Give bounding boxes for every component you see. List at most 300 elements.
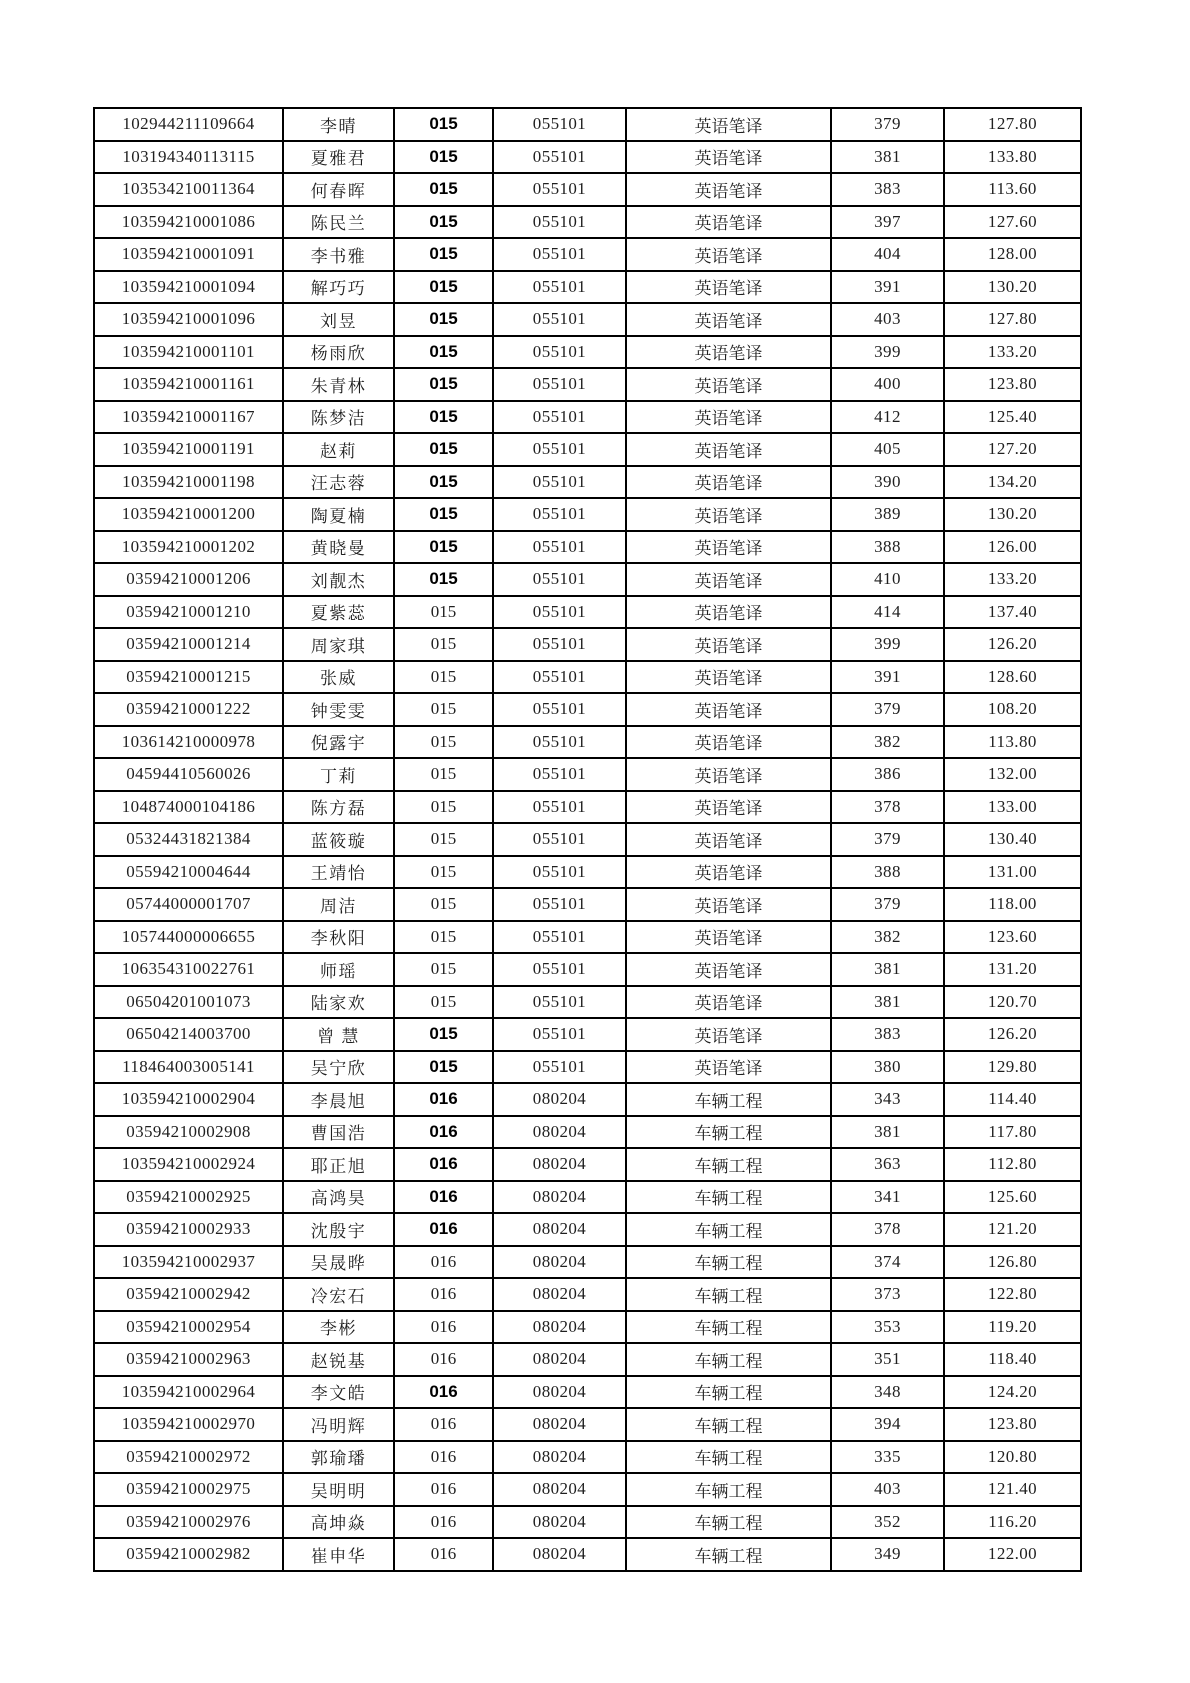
major-code-cell: 080204 [493, 1148, 626, 1181]
dept-code-cell: 015 [394, 531, 493, 564]
table-row [94, 1538, 1081, 1571]
candidate-name-cell: 黄晓曼 [283, 531, 394, 564]
total-score-cell: 386 [831, 758, 944, 791]
subject-score-cell: 122.00 [944, 1538, 1081, 1571]
table-row [94, 1051, 1081, 1084]
subject-score-cell: 126.80 [944, 1246, 1081, 1279]
major-name-cell: 英语笔译 [626, 368, 831, 401]
major-code-cell: 080204 [493, 1181, 626, 1214]
major-code-cell: 055101 [493, 823, 626, 856]
dept-code-cell: 015 [394, 206, 493, 239]
candidate-name-cell: 夏紫蕊 [283, 596, 394, 629]
major-code-cell: 055101 [493, 368, 626, 401]
subject-score-cell: 113.60 [944, 173, 1081, 206]
major-code-cell: 055101 [493, 563, 626, 596]
subject-score-cell: 118.00 [944, 888, 1081, 921]
table-row [94, 986, 1081, 1019]
candidate-name-cell: 郭瑜璠 [283, 1441, 394, 1474]
subject-score-cell: 118.40 [944, 1343, 1081, 1376]
major-name-cell: 英语笔译 [626, 823, 831, 856]
subject-score-cell: 137.40 [944, 596, 1081, 629]
table-row [94, 531, 1081, 564]
total-score-cell: 382 [831, 921, 944, 954]
table-row [94, 856, 1081, 889]
total-score-cell: 381 [831, 953, 944, 986]
candidate-id-cell: 103594210001091 [94, 238, 283, 271]
major-code-cell: 080204 [493, 1213, 626, 1246]
candidate-name-cell: 师瑶 [283, 953, 394, 986]
major-code-cell: 055101 [493, 726, 626, 759]
table-row [94, 1441, 1081, 1474]
total-score-cell: 374 [831, 1246, 944, 1279]
table-row [94, 1213, 1081, 1246]
candidate-name-cell: 冷宏石 [283, 1278, 394, 1311]
total-score-cell: 348 [831, 1376, 944, 1409]
table-row [94, 628, 1081, 661]
table-row [94, 888, 1081, 921]
dept-code-cell: 015 [394, 921, 493, 954]
candidate-name-cell: 刘靓杰 [283, 563, 394, 596]
dept-code-cell: 016 [394, 1343, 493, 1376]
candidate-id-cell: 103594210002970 [94, 1408, 283, 1441]
candidate-id-cell: 103594210002937 [94, 1246, 283, 1279]
major-code-cell: 055101 [493, 206, 626, 239]
major-name-cell: 英语笔译 [626, 953, 831, 986]
candidate-name-cell: 钟雯雯 [283, 693, 394, 726]
major-name-cell: 英语笔译 [626, 401, 831, 434]
total-score-cell: 363 [831, 1148, 944, 1181]
table-row [94, 401, 1081, 434]
candidate-id-cell: 03594210002925 [94, 1181, 283, 1214]
major-name-cell: 英语笔译 [626, 596, 831, 629]
candidate-name-cell: 陶夏楠 [283, 498, 394, 531]
major-name-cell: 英语笔译 [626, 856, 831, 889]
candidate-id-cell: 105744000006655 [94, 921, 283, 954]
subject-score-cell: 134.20 [944, 466, 1081, 499]
major-name-cell: 英语笔译 [626, 173, 831, 206]
subject-score-cell: 127.60 [944, 206, 1081, 239]
subject-score-cell: 119.20 [944, 1311, 1081, 1344]
table-row [94, 141, 1081, 174]
candidate-id-cell: 06504201001073 [94, 986, 283, 1019]
total-score-cell: 351 [831, 1343, 944, 1376]
dept-code-cell: 016 [394, 1246, 493, 1279]
table-row [94, 726, 1081, 759]
major-name-cell: 车辆工程 [626, 1538, 831, 1571]
total-score-cell: 388 [831, 856, 944, 889]
dept-code-cell: 015 [394, 141, 493, 174]
table-row [94, 433, 1081, 466]
subject-score-cell: 129.80 [944, 1051, 1081, 1084]
major-code-cell: 055101 [493, 108, 626, 141]
subject-score-cell: 127.80 [944, 108, 1081, 141]
subject-score-cell: 125.40 [944, 401, 1081, 434]
major-code-cell: 055101 [493, 141, 626, 174]
table-row [94, 1116, 1081, 1149]
major-code-cell: 055101 [493, 1018, 626, 1051]
major-code-cell: 055101 [493, 303, 626, 336]
subject-score-cell: 116.20 [944, 1506, 1081, 1539]
total-score-cell: 378 [831, 1213, 944, 1246]
dept-code-cell: 016 [394, 1213, 493, 1246]
table-row [94, 921, 1081, 954]
subject-score-cell: 131.20 [944, 953, 1081, 986]
total-score-cell: 379 [831, 693, 944, 726]
candidate-id-cell: 103594210001202 [94, 531, 283, 564]
table-body [94, 108, 1081, 1571]
major-code-cell: 055101 [493, 628, 626, 661]
subject-score-cell: 128.60 [944, 661, 1081, 694]
table-row [94, 238, 1081, 271]
table-row [94, 758, 1081, 791]
major-code-cell: 055101 [493, 271, 626, 304]
table-row [94, 1376, 1081, 1409]
candidate-name-cell: 杨雨欣 [283, 336, 394, 369]
table-row [94, 693, 1081, 726]
table-row [94, 173, 1081, 206]
total-score-cell: 379 [831, 108, 944, 141]
major-code-cell: 080204 [493, 1506, 626, 1539]
dept-code-cell: 015 [394, 368, 493, 401]
major-code-cell: 055101 [493, 336, 626, 369]
major-name-cell: 英语笔译 [626, 563, 831, 596]
subject-score-cell: 126.20 [944, 628, 1081, 661]
total-score-cell: 341 [831, 1181, 944, 1214]
dept-code-cell: 015 [394, 628, 493, 661]
subject-score-cell: 127.80 [944, 303, 1081, 336]
major-code-cell: 055101 [493, 433, 626, 466]
candidate-id-cell: 103594210001101 [94, 336, 283, 369]
subject-score-cell: 121.20 [944, 1213, 1081, 1246]
candidate-id-cell: 103594210001167 [94, 401, 283, 434]
major-code-cell: 055101 [493, 693, 626, 726]
total-score-cell: 388 [831, 531, 944, 564]
dept-code-cell: 015 [394, 758, 493, 791]
candidate-name-cell: 汪志蓉 [283, 466, 394, 499]
major-code-cell: 055101 [493, 661, 626, 694]
major-name-cell: 车辆工程 [626, 1213, 831, 1246]
major-name-cell: 车辆工程 [626, 1148, 831, 1181]
dept-code-cell: 016 [394, 1181, 493, 1214]
total-score-cell: 349 [831, 1538, 944, 1571]
major-code-cell: 080204 [493, 1441, 626, 1474]
major-code-cell: 055101 [493, 498, 626, 531]
subject-score-cell: 108.20 [944, 693, 1081, 726]
major-code-cell: 080204 [493, 1473, 626, 1506]
candidate-id-cell: 03594210001206 [94, 563, 283, 596]
candidate-name-cell: 李文皓 [283, 1376, 394, 1409]
total-score-cell: 400 [831, 368, 944, 401]
total-score-cell: 412 [831, 401, 944, 434]
major-name-cell: 英语笔译 [626, 271, 831, 304]
subject-score-cell: 113.80 [944, 726, 1081, 759]
candidate-name-cell: 吴明明 [283, 1473, 394, 1506]
score-table-container [93, 107, 1082, 1572]
major-code-cell: 055101 [493, 791, 626, 824]
candidate-name-cell: 倪露宇 [283, 726, 394, 759]
dept-code-cell: 016 [394, 1083, 493, 1116]
table-row [94, 563, 1081, 596]
table-row [94, 1506, 1081, 1539]
total-score-cell: 380 [831, 1051, 944, 1084]
total-score-cell: 404 [831, 238, 944, 271]
major-name-cell: 英语笔译 [626, 986, 831, 1019]
subject-score-cell: 127.20 [944, 433, 1081, 466]
major-code-cell: 055101 [493, 758, 626, 791]
major-name-cell: 英语笔译 [626, 108, 831, 141]
major-name-cell: 英语笔译 [626, 1051, 831, 1084]
candidate-name-cell: 崔申华 [283, 1538, 394, 1571]
major-name-cell: 车辆工程 [626, 1408, 831, 1441]
candidate-name-cell: 陈梦洁 [283, 401, 394, 434]
candidate-id-cell: 103594210001094 [94, 271, 283, 304]
major-code-cell: 080204 [493, 1083, 626, 1116]
subject-score-cell: 133.00 [944, 791, 1081, 824]
major-code-cell: 080204 [493, 1408, 626, 1441]
dept-code-cell: 015 [394, 401, 493, 434]
major-name-cell: 车辆工程 [626, 1441, 831, 1474]
candidate-id-cell: 103594210002964 [94, 1376, 283, 1409]
candidate-name-cell: 李彬 [283, 1311, 394, 1344]
major-name-cell: 英语笔译 [626, 628, 831, 661]
dept-code-cell: 015 [394, 271, 493, 304]
candidate-name-cell: 陆家欢 [283, 986, 394, 1019]
candidate-id-cell: 106354310022761 [94, 953, 283, 986]
major-name-cell: 车辆工程 [626, 1278, 831, 1311]
candidate-name-cell: 李晴 [283, 108, 394, 141]
total-score-cell: 352 [831, 1506, 944, 1539]
subject-score-cell: 128.00 [944, 238, 1081, 271]
candidate-id-cell: 103594210001086 [94, 206, 283, 239]
table-row [94, 1278, 1081, 1311]
table-row [94, 303, 1081, 336]
subject-score-cell: 124.20 [944, 1376, 1081, 1409]
candidate-name-cell: 赵锐基 [283, 1343, 394, 1376]
subject-score-cell: 120.70 [944, 986, 1081, 1019]
candidate-name-cell: 沈殷宇 [283, 1213, 394, 1246]
dept-code-cell: 016 [394, 1376, 493, 1409]
total-score-cell: 403 [831, 1473, 944, 1506]
dept-code-cell: 015 [394, 433, 493, 466]
dept-code-cell: 016 [394, 1278, 493, 1311]
table-row [94, 596, 1081, 629]
major-code-cell: 055101 [493, 986, 626, 1019]
subject-score-cell: 126.00 [944, 531, 1081, 564]
total-score-cell: 383 [831, 173, 944, 206]
major-name-cell: 车辆工程 [626, 1473, 831, 1506]
candidate-id-cell: 05324431821384 [94, 823, 283, 856]
candidate-name-cell: 王靖怡 [283, 856, 394, 889]
candidate-id-cell: 103614210000978 [94, 726, 283, 759]
candidate-name-cell: 陈方磊 [283, 791, 394, 824]
dept-code-cell: 015 [394, 856, 493, 889]
dept-code-cell: 015 [394, 823, 493, 856]
subject-score-cell: 122.80 [944, 1278, 1081, 1311]
major-name-cell: 车辆工程 [626, 1116, 831, 1149]
major-name-cell: 英语笔译 [626, 206, 831, 239]
candidate-id-cell: 103594210001200 [94, 498, 283, 531]
candidate-name-cell: 张威 [283, 661, 394, 694]
candidate-id-cell: 103594210001198 [94, 466, 283, 499]
dept-code-cell: 015 [394, 661, 493, 694]
candidate-name-cell: 曹国浩 [283, 1116, 394, 1149]
table-row [94, 823, 1081, 856]
major-name-cell: 英语笔译 [626, 433, 831, 466]
total-score-cell: 343 [831, 1083, 944, 1116]
table-row [94, 1181, 1081, 1214]
total-score-cell: 394 [831, 1408, 944, 1441]
table-row [94, 1148, 1081, 1181]
subject-score-cell: 120.80 [944, 1441, 1081, 1474]
major-code-cell: 055101 [493, 531, 626, 564]
major-name-cell: 车辆工程 [626, 1376, 831, 1409]
table-row [94, 1083, 1081, 1116]
dept-code-cell: 015 [394, 596, 493, 629]
subject-score-cell: 117.80 [944, 1116, 1081, 1149]
major-name-cell: 英语笔译 [626, 726, 831, 759]
major-name-cell: 英语笔译 [626, 336, 831, 369]
candidate-name-cell: 高鸿昊 [283, 1181, 394, 1214]
dept-code-cell: 015 [394, 693, 493, 726]
candidate-score-table [93, 107, 1082, 1572]
dept-code-cell: 016 [394, 1408, 493, 1441]
table-row [94, 1408, 1081, 1441]
dept-code-cell: 015 [394, 1018, 493, 1051]
candidate-id-cell: 103194340113115 [94, 141, 283, 174]
major-code-cell: 055101 [493, 466, 626, 499]
subject-score-cell: 133.20 [944, 563, 1081, 596]
candidate-name-cell: 李秋阳 [283, 921, 394, 954]
candidate-name-cell: 解巧巧 [283, 271, 394, 304]
major-code-cell: 055101 [493, 888, 626, 921]
candidate-name-cell: 吴晟晔 [283, 1246, 394, 1279]
total-score-cell: 383 [831, 1018, 944, 1051]
major-code-cell: 080204 [493, 1376, 626, 1409]
candidate-id-cell: 05594210004644 [94, 856, 283, 889]
candidate-id-cell: 03594210002976 [94, 1506, 283, 1539]
total-score-cell: 379 [831, 888, 944, 921]
table-row [94, 1311, 1081, 1344]
candidate-name-cell: 朱青林 [283, 368, 394, 401]
subject-score-cell: 126.20 [944, 1018, 1081, 1051]
candidate-id-cell: 03594210001215 [94, 661, 283, 694]
dept-code-cell: 015 [394, 303, 493, 336]
candidate-id-cell: 103534210011364 [94, 173, 283, 206]
candidate-name-cell: 陈民兰 [283, 206, 394, 239]
table-row [94, 1018, 1081, 1051]
dept-code-cell: 016 [394, 1506, 493, 1539]
candidate-id-cell: 03594210002972 [94, 1441, 283, 1474]
dept-code-cell: 016 [394, 1473, 493, 1506]
candidate-name-cell: 丁莉 [283, 758, 394, 791]
subject-score-cell: 130.20 [944, 271, 1081, 304]
candidate-id-cell: 03594210001214 [94, 628, 283, 661]
major-name-cell: 车辆工程 [626, 1246, 831, 1279]
candidate-id-cell: 03594210002982 [94, 1538, 283, 1571]
major-name-cell: 英语笔译 [626, 758, 831, 791]
candidate-id-cell: 118464003005141 [94, 1051, 283, 1084]
candidate-id-cell: 104874000104186 [94, 791, 283, 824]
candidate-id-cell: 03594210001222 [94, 693, 283, 726]
candidate-id-cell: 103594210002924 [94, 1148, 283, 1181]
candidate-id-cell: 103594210001096 [94, 303, 283, 336]
major-code-cell: 080204 [493, 1246, 626, 1279]
subject-score-cell: 123.60 [944, 921, 1081, 954]
major-name-cell: 英语笔译 [626, 791, 831, 824]
table-row [94, 953, 1081, 986]
candidate-id-cell: 03594210002963 [94, 1343, 283, 1376]
major-name-cell: 英语笔译 [626, 466, 831, 499]
subject-score-cell: 123.80 [944, 1408, 1081, 1441]
dept-code-cell: 015 [394, 726, 493, 759]
candidate-name-cell: 赵莉 [283, 433, 394, 466]
dept-code-cell: 016 [394, 1311, 493, 1344]
candidate-id-cell: 03594210002954 [94, 1311, 283, 1344]
major-name-cell: 车辆工程 [626, 1181, 831, 1214]
dept-code-cell: 016 [394, 1441, 493, 1474]
candidate-name-cell: 高坤焱 [283, 1506, 394, 1539]
total-score-cell: 410 [831, 563, 944, 596]
dept-code-cell: 015 [394, 173, 493, 206]
dept-code-cell: 015 [394, 888, 493, 921]
candidate-id-cell: 102944211109664 [94, 108, 283, 141]
dept-code-cell: 015 [394, 986, 493, 1019]
total-score-cell: 391 [831, 661, 944, 694]
total-score-cell: 389 [831, 498, 944, 531]
candidate-name-cell: 李晨旭 [283, 1083, 394, 1116]
candidate-id-cell: 03594210002908 [94, 1116, 283, 1149]
major-name-cell: 英语笔译 [626, 531, 831, 564]
candidate-name-cell: 冯明辉 [283, 1408, 394, 1441]
dept-code-cell: 015 [394, 238, 493, 271]
dept-code-cell: 015 [394, 563, 493, 596]
major-name-cell: 英语笔译 [626, 141, 831, 174]
subject-score-cell: 130.40 [944, 823, 1081, 856]
candidate-id-cell: 03594210002975 [94, 1473, 283, 1506]
total-score-cell: 391 [831, 271, 944, 304]
candidate-name-cell: 夏雅君 [283, 141, 394, 174]
total-score-cell: 403 [831, 303, 944, 336]
dept-code-cell: 016 [394, 1116, 493, 1149]
candidate-name-cell: 曾 慧 [283, 1018, 394, 1051]
dept-code-cell: 015 [394, 1051, 493, 1084]
major-code-cell: 080204 [493, 1278, 626, 1311]
major-name-cell: 车辆工程 [626, 1343, 831, 1376]
major-code-cell: 055101 [493, 401, 626, 434]
total-score-cell: 379 [831, 823, 944, 856]
candidate-id-cell: 103594210002904 [94, 1083, 283, 1116]
major-name-cell: 车辆工程 [626, 1506, 831, 1539]
table-row [94, 1473, 1081, 1506]
major-name-cell: 英语笔译 [626, 498, 831, 531]
candidate-name-cell: 周家琪 [283, 628, 394, 661]
major-code-cell: 080204 [493, 1538, 626, 1571]
total-score-cell: 381 [831, 141, 944, 174]
candidate-name-cell: 吴宁欣 [283, 1051, 394, 1084]
candidate-name-cell: 李书雅 [283, 238, 394, 271]
table-row [94, 498, 1081, 531]
major-code-cell: 055101 [493, 921, 626, 954]
table-row [94, 1343, 1081, 1376]
subject-score-cell: 131.00 [944, 856, 1081, 889]
table-row [94, 271, 1081, 304]
candidate-id-cell: 103594210001191 [94, 433, 283, 466]
candidate-id-cell: 03594210002942 [94, 1278, 283, 1311]
major-code-cell: 055101 [493, 596, 626, 629]
total-score-cell: 335 [831, 1441, 944, 1474]
dept-code-cell: 015 [394, 953, 493, 986]
total-score-cell: 381 [831, 1116, 944, 1149]
